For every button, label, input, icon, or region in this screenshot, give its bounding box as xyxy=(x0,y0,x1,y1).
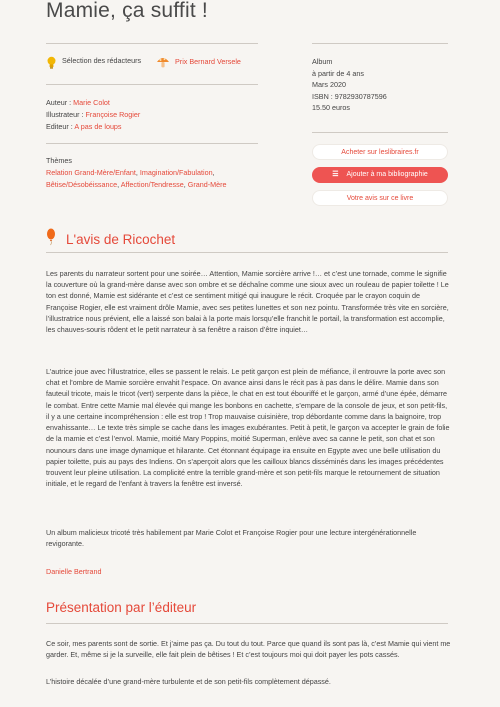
theme-link[interactable]: Imagination/Fabulation xyxy=(139,168,213,177)
divider xyxy=(46,143,258,144)
illustrator-link[interactable]: Françoise Rogier xyxy=(85,110,141,119)
illustrator-label: Illustrateur : xyxy=(46,110,86,119)
page-title: Mamie, ça suffit ! xyxy=(46,0,208,22)
album-price: 15.50 euros xyxy=(312,103,350,112)
author-row xyxy=(46,97,140,109)
review-paragraph: Les parents du narrateur sortent pour une soirée… Attention, Mamie sorcière arrive !… et c’est une tornade, comme le signifie la couverture où la grand-mère danse avec son ombre et se déchaîne comme une sioux avec un rouleau de papier toilette ! Le ton est donné, Mamie est sidérante et c’est ce sentiment mitigé qui inaugure le récit. Croquée par le crayon coquin de Françoise Rogier, elle est vraiment drôle Mamie, avec ses petites lunettes et son nez pointu. Transformée très vite en sorcière, l’illustratrice nous prévient, elle a laissé son balai à la porte mais lorsqu’elle franchit le portail, la transformation est accomplie, les chauves-souris rôdent et le petit narrateur à sa fenêtre a raison d’être inquiet… xyxy=(46,269,449,335)
author-label: Auteur : xyxy=(46,98,74,107)
theme-link[interactable]: Relation Grand-Mère/Enfant xyxy=(46,168,136,177)
credits xyxy=(46,97,140,133)
divider xyxy=(312,43,448,44)
album-age: à partir de 4 ans xyxy=(312,68,364,78)
album-isbn: ISBN : 9782930787596 xyxy=(312,91,387,101)
editor-presentation-title: Présentation par l’éditeur xyxy=(46,600,197,615)
review-paragraph: Un album malicieux tricoté très habilement par Marie Colot et Françoise Rogier pour une lecture intergénérationnelle revigorante. xyxy=(46,528,417,549)
review-title: L'avis de Ricochet xyxy=(66,232,176,247)
editor-row xyxy=(46,121,140,133)
lightbulb-icon xyxy=(46,56,57,73)
themes xyxy=(46,155,256,190)
divider xyxy=(46,43,258,44)
divider xyxy=(46,623,448,624)
library-icon: ☰ xyxy=(332,171,339,178)
illustrator-row xyxy=(46,109,140,121)
author-link[interactable]: Marie Colot xyxy=(73,98,110,107)
divider xyxy=(312,132,448,133)
divider xyxy=(46,84,258,85)
presentation-paragraph: L’histoire décalée d’une grand-mère turbulente et de son petit-fils complètement dépassé. xyxy=(46,677,331,686)
add-bibliography-button[interactable] xyxy=(312,167,448,183)
selection-label: Sélection des rédacteurs xyxy=(62,56,142,65)
theme-link[interactable]: Bêtise/Désobéissance xyxy=(46,179,118,189)
divider xyxy=(46,252,448,253)
add-bibliography-label: Ajouter à ma bibliographie xyxy=(346,171,428,178)
editor-link[interactable]: A pas de loups xyxy=(74,122,122,131)
album-date: Mars 2020 xyxy=(312,80,346,89)
review-button[interactable]: Votre avis sur ce livre xyxy=(312,190,448,206)
buy-button[interactable]: Acheter sur leslibraires.fr xyxy=(312,144,448,160)
theme-link[interactable]: Grand-Mère xyxy=(187,179,227,189)
themes-list: Relation Grand-Mère/Enfant, Imagination/Fabulation, Bêtise/Désobéissance, Affection/Tendresse, Grand-Mère xyxy=(46,168,227,189)
themes-label: Thèmes xyxy=(46,156,72,165)
presentation-paragraph: Ce soir, mes parents sont de sortie. Et j’aime pas ça. Du tout du tout. Parce que quand ils sont pas là, c’est Mamie qui vient me garder. Et, même si je la surveille, elle fait plein de bêtises ! Et c’est toujours moi qui doit payer les pots cassés. xyxy=(46,639,451,660)
editor-label: Editeur : xyxy=(46,122,75,131)
review-paragraph: L’autrice joue avec l’illustratrice, elles se passent le relais. Le petit garçon est plein de méfiance, il entrouvre la porte avec son chat et l’ombre de Mamie sorcière envahit l’espace. On avance ainsi dans le récit pas à pas dans le délire. Mamie dans son fauteuil tricote, mais le tricot (vert) serpente dans la pièce, le chat en est tout ébouriffé et le garçon, armé d’une épée, démarre le combat. Entre cette Mamie mal élevée qui mange les bonbons en cachette, s’empare de la console de jeux, et son petit-fils, il y a une certaine incompréhension : elle est trop ! Trop mauvaise cuisinière, trop débordante comme dans la baignoire, trop envahissante… Le texte très simple se cache dans les images exubérantes. Petit à petit, le garçon va accepter le grain de folie de la mamie et c’est l’envol. Mamie, moitié Mary Poppins, moitié Superman, enlève avec sa canne le petit, son chat et son nounours dans une image dynamique et hilarante. Cet étonnant équipage ira ensuite en Egypte avec une belle utilisation du papier toilette, puis au pays des Indiens. On s’aperçoit alors que les cailloux blancs disséminés dans les images précédentes trouvent leur pleine utilisation. La complicité entre la terrible grand-mère et son petit-fils marque le retournement de situation initiale, et le regard de l’enfant à travers la fenêtre est inversé. xyxy=(46,367,450,489)
mushroom-icon xyxy=(156,56,170,72)
prix-link[interactable]: Prix Bernard Versele xyxy=(175,57,241,66)
theme-link[interactable]: Affection/Tendresse xyxy=(120,179,184,189)
album-type: Album xyxy=(312,57,333,66)
balloon-icon xyxy=(46,228,56,249)
review-author-link[interactable]: Danielle Bertrand xyxy=(46,567,102,576)
album-info xyxy=(312,56,387,114)
